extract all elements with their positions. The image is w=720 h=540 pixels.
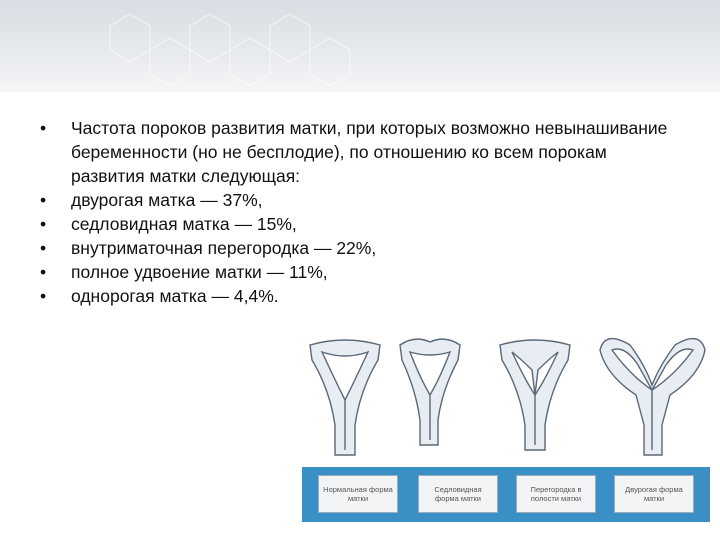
bullet-list [38,116,678,308]
slide-header-decoration [0,0,720,92]
uterus-illustrations [300,330,710,460]
bullet-item: • однорогая матка — 4,4%. [38,284,678,308]
bullet-item: • седловидная матка — 15%, [38,212,678,236]
bullet-item: • Частота пороков развития матки, при которых возможно невынашивание беременности (но не бесплодие), по отношению ко всем порокам развития матки следующая: [38,116,678,188]
figure-label-saddle: Седловидная форма матки [418,475,498,513]
bicornuate-uterus-drawing [600,339,705,455]
figure-label-normal: Нормальная форма матки [318,475,398,513]
figure-label-septum: Перегородка в полости матки [516,475,596,513]
saddle-uterus-drawing [400,339,460,445]
hexagon-pattern [0,0,720,92]
septate-uterus-drawing [500,340,570,450]
bullet-item: • двурогая матка — 37%, [38,188,678,212]
bullet-item: • полное удвоение матки — 11%, [38,260,678,284]
bullet-item: • внутриматочная перегородка — 22%, [38,236,678,260]
figure-label-bar [302,467,710,522]
normal-uterus-drawing [310,340,380,455]
figure-label-bicornuate: Двурогая форма матки [614,475,694,513]
